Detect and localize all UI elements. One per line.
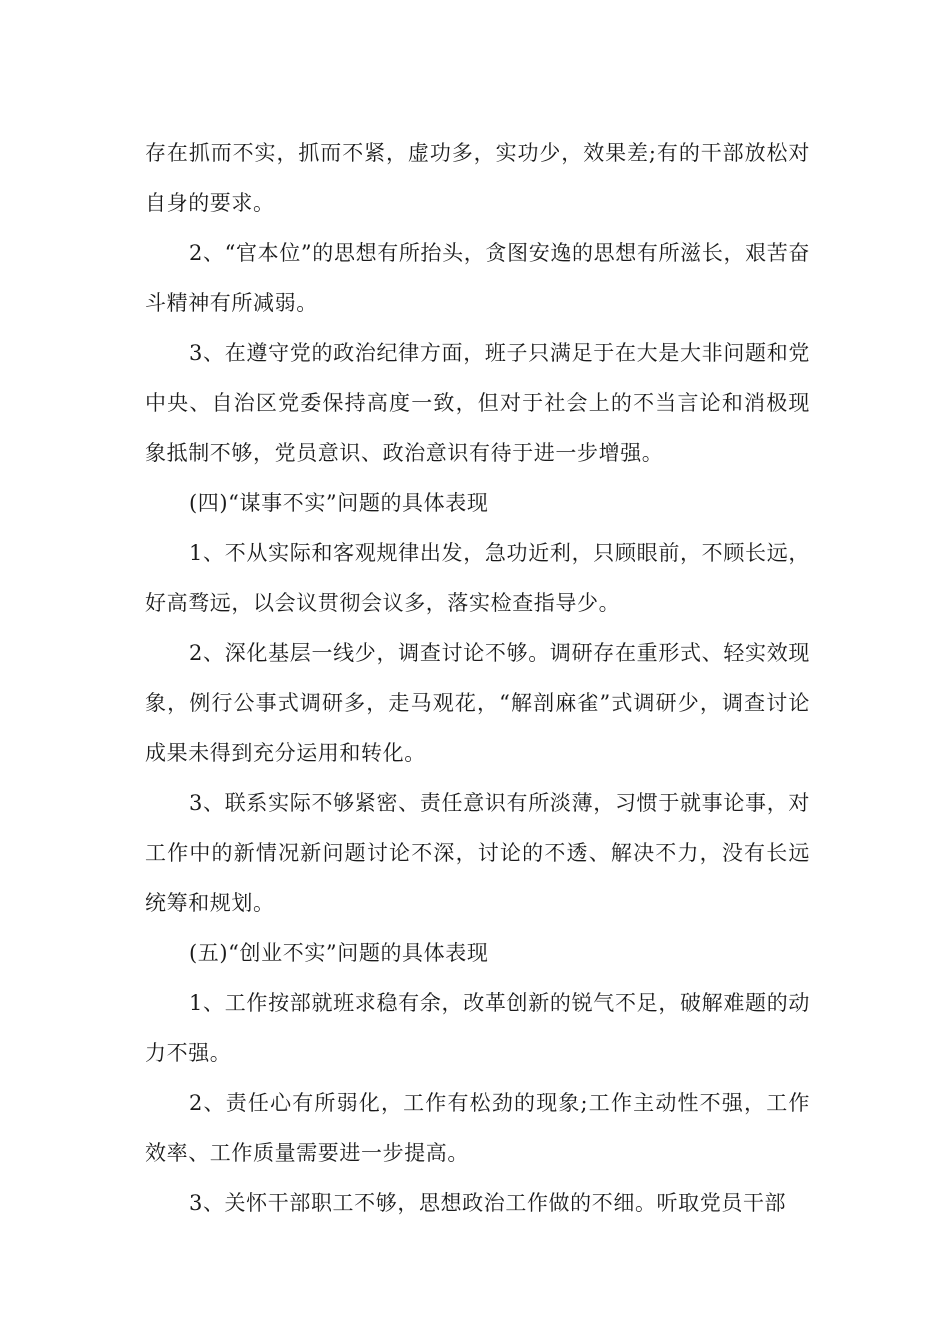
paragraph-item-3-political-discipline: 3、在遵守党的政治纪律方面，班子只满足于在大是大非问题和党中央、自治区党委保持高度一致，但对于社会上的不当言论和消极现象抵制不够，党员意识、政治意识有待于进一步增强。 (145, 341, 810, 465)
section-heading-5: (五)“创业不实”问题的具体表现 (189, 941, 489, 965)
paragraph-item-2-official-mindset: 2、“官本位”的思想有所抬头，贪图安逸的思想有所滋长，艰苦奋斗精神有所减弱。 (145, 241, 810, 315)
paragraph-section5-item-1: 1、工作按部就班求稳有余，改革创新的锐气不足，破解难题的动力不强。 (145, 991, 810, 1065)
paragraph-section4-item-3: 3、联系实际不够紧密、责任意识有所淡薄，习惯于就事论事，对工作中的新情况新问题讨论不深，讨论的不透、解决不力，没有长远统筹和规划。 (145, 791, 810, 915)
paragraph-section4-item-1: 1、不从实际和客观规律出发，急功近利，只顾眼前，不顾长远，好高骛远，以会议贯彻会议多，落实检查指导少。 (145, 541, 810, 615)
paragraph-continuation: 存在抓而不实，抓而不紧，虚功多，实功少，效果差;有的干部放松对自身的要求。 (145, 141, 810, 215)
paragraph-section5-item-2: 2、责任心有所弱化，工作有松劲的现象;工作主动性不强，工作效率、工作质量需要进一步提高。 (145, 1091, 810, 1165)
section-heading-4: (四)“谋事不实”问题的具体表现 (189, 491, 489, 515)
paragraph-section4-item-2: 2、深化基层一线少，调查讨论不够。调研存在重形式、轻实效现象，例行公事式调研多，走马观花，“解剖麻雀”式调研少，调查讨论成果未得到充分运用和转化。 (145, 641, 810, 765)
paragraph-section5-item-3: 3、关怀干部职工不够，思想政治工作做的不细。听取党员干部 (189, 1191, 787, 1215)
document-body (145, 128, 810, 1228)
